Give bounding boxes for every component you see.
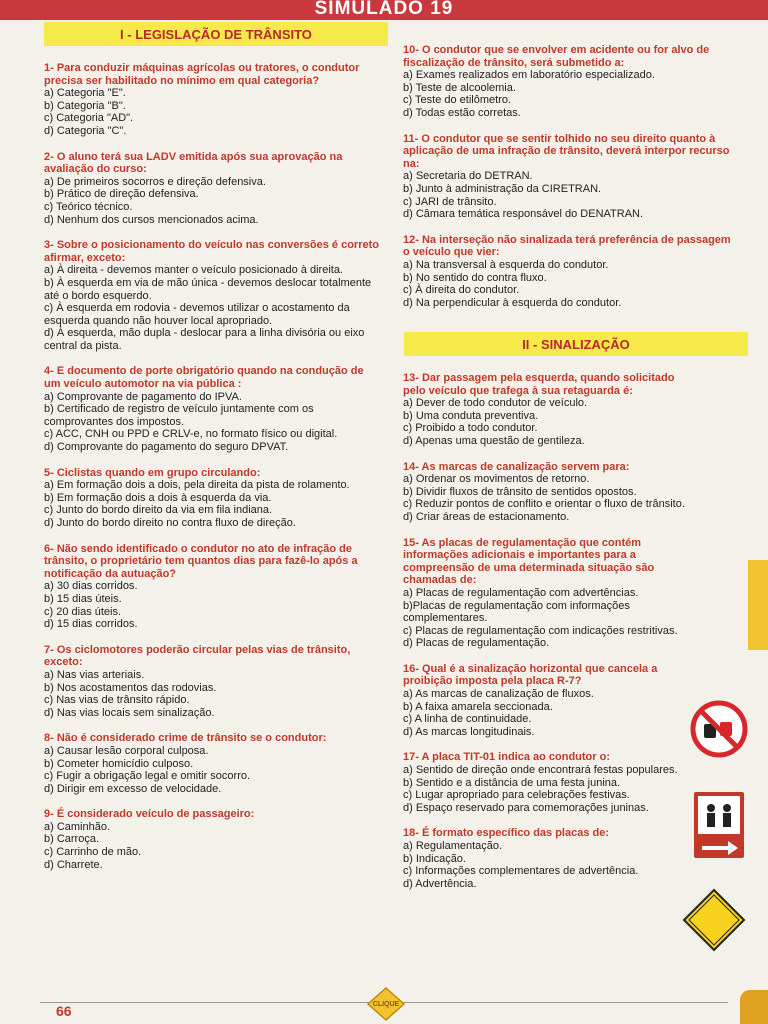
question-text: 1- Para conduzir máquinas agrícolas ou tratores, o condutor precisa ser habilitado no mínimo em qual categoria? bbox=[44, 62, 360, 87]
answer-option: b)Placas de regulamentação com informações complementares. bbox=[403, 599, 630, 625]
answer-option: a) Em formação dois a dois, pela direita da pista de rolamento. bbox=[44, 479, 350, 492]
question-block bbox=[403, 461, 695, 524]
question-text: 14- As marcas de canalização servem para: bbox=[403, 460, 630, 473]
answer-option: c) Proibido a todo condutor. bbox=[403, 422, 538, 435]
question-text: 11- O condutor que se sentir tolhido no seu direito quanto à aplicação de uma infração de trânsito, deverá interpor recurso na: bbox=[403, 132, 730, 170]
question-block bbox=[44, 467, 382, 530]
page-edge-tab bbox=[748, 560, 768, 650]
answer-option: d) Nas vias locais sem sinalização. bbox=[44, 706, 215, 719]
answer-option: c) Carrinho de mão. bbox=[44, 846, 142, 859]
page-number: 66 bbox=[56, 1003, 72, 1019]
answer-option: d) Charrete. bbox=[44, 858, 103, 871]
answer-option: b) Carroça. bbox=[44, 833, 100, 846]
answer-option: b) Cometer homicídio culposo. bbox=[44, 757, 194, 770]
answer-option: b) 15 dias úteis. bbox=[44, 592, 122, 605]
question-text: 12- Na interseção não sinalizada terá preferência de passagem o veículo que vier: bbox=[403, 233, 731, 259]
question-block bbox=[403, 751, 695, 814]
clique-logo-icon bbox=[366, 986, 406, 1022]
answer-option: a) Exames realizados em laboratório especializado. bbox=[403, 69, 655, 82]
question-text: 5- Ciclistas quando em grupo circulando: bbox=[44, 466, 261, 479]
answer-option: b) Indicação. bbox=[403, 852, 466, 865]
answer-option: a) Ordenar os movimentos de retorno. bbox=[403, 473, 590, 486]
answer-option: b) No sentido do contra fluxo. bbox=[403, 271, 547, 284]
answer-option: c) Nas vias de trânsito rápido. bbox=[44, 694, 190, 707]
answer-option: c) Teste do etilômetro. bbox=[403, 94, 512, 107]
answer-option: b) Em formação dois a dois à esquerda da via. bbox=[44, 491, 272, 504]
answer-option: a) 30 dias corridos. bbox=[44, 580, 138, 593]
answer-option: d) Todas estão corretas. bbox=[403, 106, 521, 119]
question-block bbox=[403, 372, 695, 448]
answer-option: c) ACC, CNH ou PPD e CRLV-e, no formato físico ou digital. bbox=[44, 428, 338, 441]
answer-option: c) Informações complementares de advertência. bbox=[403, 865, 639, 878]
answer-option: c) A linha de continuidade. bbox=[403, 713, 532, 726]
answer-option: d) As marcas longitudinais. bbox=[403, 725, 535, 738]
answer-option: b) Dividir fluxos de trânsito de sentidos opostos. bbox=[403, 485, 637, 498]
question-block bbox=[44, 239, 382, 352]
answer-option: d) Junto do bordo direito no contra fluxo de direção. bbox=[44, 517, 296, 529]
right-column-bottom bbox=[403, 372, 695, 903]
answer-option: a) Na transversal à esquerda do condutor. bbox=[403, 258, 609, 271]
question-block bbox=[44, 732, 382, 795]
answer-option: b) Nos acostamentos das rodovias. bbox=[44, 681, 217, 694]
answer-option: a) Secretaria do DETRAN. bbox=[403, 170, 533, 183]
section-banner-sinalizacao bbox=[404, 332, 748, 356]
answer-option: d) Advertência. bbox=[403, 877, 477, 890]
question-text: 4- E documento de porte obrigatório quando na condução de um veículo automotor na via pública : bbox=[44, 365, 364, 391]
question-block bbox=[44, 365, 382, 453]
answer-option: c) 20 dias úteis. bbox=[44, 605, 122, 618]
answer-option: c) Lugar apropriado para celebrações festivas. bbox=[403, 789, 630, 802]
question-block bbox=[403, 44, 736, 120]
answer-option: d) À esquerda, mão dupla - deslocar para a linha divisória ou eixo central da pista. bbox=[44, 327, 365, 352]
page-title: SIMULADO 19 bbox=[314, 0, 454, 19]
answer-option: b) A faixa amarela seccionada. bbox=[403, 700, 553, 713]
answer-option: a) Categoria "E". bbox=[44, 87, 126, 100]
answer-option: d) Dirigir em excesso de velocidade. bbox=[44, 782, 222, 795]
answer-option: c) À direita do condutor. bbox=[403, 284, 520, 297]
question-text: 6- Não sendo identificado o condutor no ato de infração de trânsito, o proprietário tem quantos dias para fazê-lo após a notificação da autuação? bbox=[44, 542, 358, 580]
answer-option: c) À esquerda em rodovia - devemos utilizar o acostamento da esquerda quando não houver local apropriado. bbox=[44, 302, 350, 327]
question-text: 8- Não é considerado crime de trânsito se o condutor: bbox=[44, 732, 327, 745]
question-block bbox=[403, 537, 695, 650]
answer-option: b) Prático de direção defensiva. bbox=[44, 188, 199, 201]
right-column-top bbox=[403, 44, 736, 322]
question-block bbox=[44, 808, 382, 871]
answer-option: a) Regulamentação. bbox=[403, 840, 503, 852]
question-block bbox=[403, 133, 736, 221]
left-column bbox=[44, 62, 382, 884]
answer-option: d) Categoria "C". bbox=[44, 124, 127, 137]
question-text: 13- Dar passagem pela esquerda, quando solicitado pelo veículo que trafega à sua retaguarda é: bbox=[403, 372, 675, 397]
answer-option: c) Junto do bordo direito da via em fila indiana. bbox=[44, 504, 273, 517]
answer-option: a) As marcas de canalização de fluxos. bbox=[403, 688, 594, 701]
question-block bbox=[44, 62, 382, 138]
answer-option: a) Placas de regulamentação com advertências. bbox=[403, 586, 639, 599]
question-text: 15- As placas de regulamentação que contém informações adicionais e importantes para a compreensão de uma determinada situação são chamadas de: bbox=[403, 536, 655, 587]
answer-option: d) Comprovante do pagamento do seguro DPVAT. bbox=[44, 441, 289, 454]
page-corner-decoration bbox=[740, 990, 768, 1024]
answer-option: d) 15 dias corridos. bbox=[44, 618, 138, 631]
answer-option: b) Categoria "B". bbox=[44, 99, 126, 112]
answer-option: c) Teórico técnico. bbox=[44, 200, 133, 213]
question-text: 3- Sobre o posicionamento do veículo nas conversões é correto afirmar, exceto: bbox=[44, 239, 379, 264]
question-text: 7- Os ciclomotores poderão circular pelas vias de trânsito, exceto: bbox=[44, 643, 351, 669]
answer-option: a) À direita - devemos manter o veículo posicionado à direita. bbox=[44, 264, 343, 277]
question-text: 2- O aluno terá sua LADV emitida após sua aprovação na avaliação do curso: bbox=[44, 150, 343, 176]
answer-option: b) À esquerda em via de mão única - devemos deslocar totalmente até o bordo esquerdo. bbox=[44, 276, 372, 302]
festa-junina-sign-icon bbox=[694, 792, 744, 858]
answer-option: d) Apenas uma questão de gentileza. bbox=[403, 434, 585, 447]
answer-option: a) Dever de todo condutor de veículo. bbox=[403, 397, 588, 410]
answer-option: a) Caminhão. bbox=[44, 820, 111, 833]
answer-option: b) Teste de alcoolemia. bbox=[403, 81, 516, 94]
question-block bbox=[403, 827, 695, 890]
answer-option: a) De primeiros socorros e direção defensiva. bbox=[44, 175, 266, 188]
logo-text: CLIQUE bbox=[372, 1000, 400, 1008]
question-text: 9- É considerado veículo de passageiro: bbox=[44, 808, 255, 821]
answer-option: b) Uma conduta preventiva. bbox=[403, 409, 539, 422]
answer-option: b) Sentido e a distância de uma festa junina. bbox=[403, 776, 621, 789]
question-text: 17- A placa TIT-01 indica ao condutor o: bbox=[403, 751, 610, 764]
answer-option: d) Placas de regulamentação. bbox=[403, 637, 550, 650]
question-text: 18- É formato específico das placas de: bbox=[403, 827, 610, 840]
question-block bbox=[403, 663, 695, 739]
answer-option: a) Causar lesão corporal culposa. bbox=[44, 744, 209, 757]
no-overtaking-sign-icon bbox=[690, 700, 748, 758]
question-block bbox=[44, 151, 382, 227]
section-title: II - SINALIZAÇÃO bbox=[522, 336, 630, 352]
question-text: 16- Qual é a sinalização horizontal que cancela a proibição imposta pela placa R-7? bbox=[403, 662, 658, 688]
answer-option: a) Comprovante de pagamento do IPVA. bbox=[44, 390, 242, 403]
diamond-warning-sign-icon bbox=[682, 888, 746, 952]
answer-option: c) Fugir a obrigação legal e omitir socorro. bbox=[44, 770, 251, 783]
answer-option: b) Certificado de registro de veículo juntamente com os comprovantes dos impostos. bbox=[44, 403, 314, 428]
answer-option: c) Reduzir pontos de conflito e orientar o fluxo de trânsito. bbox=[403, 498, 685, 511]
answer-option: d) Criar áreas de estacionamento. bbox=[403, 510, 570, 523]
question-block bbox=[403, 234, 736, 310]
answer-option: a) Sentido de direção onde encontrará festas populares. bbox=[403, 764, 678, 777]
answer-option: a) Nas vias arteriais. bbox=[44, 668, 145, 681]
answer-option: c) JARI de trânsito. bbox=[403, 195, 497, 208]
answer-option: d) Nenhum dos cursos mencionados acima. bbox=[44, 213, 259, 226]
question-text: 10- O condutor que se envolver em acidente ou for alvo de fiscalização de trânsito, será submetido a: bbox=[403, 44, 710, 69]
section-banner-legislacao bbox=[44, 22, 388, 46]
answer-option: c) Placas de regulamentação com indicações restritivas. bbox=[403, 624, 678, 637]
question-block bbox=[44, 543, 382, 631]
answer-option: b) Junto à administração da CIRETRAN. bbox=[403, 182, 602, 195]
section-title: I - LEGISLAÇÃO DE TRÂNSITO bbox=[120, 26, 312, 42]
answer-option: d) Câmara temática responsável do DENATRAN. bbox=[403, 208, 644, 221]
answer-option: d) Na perpendicular à esquerda do condutor. bbox=[403, 296, 622, 309]
answer-option: d) Espaço reservado para comemorações juninas. bbox=[403, 801, 649, 814]
answer-option: c) Categoria "AD". bbox=[44, 112, 134, 125]
question-block bbox=[44, 644, 382, 720]
